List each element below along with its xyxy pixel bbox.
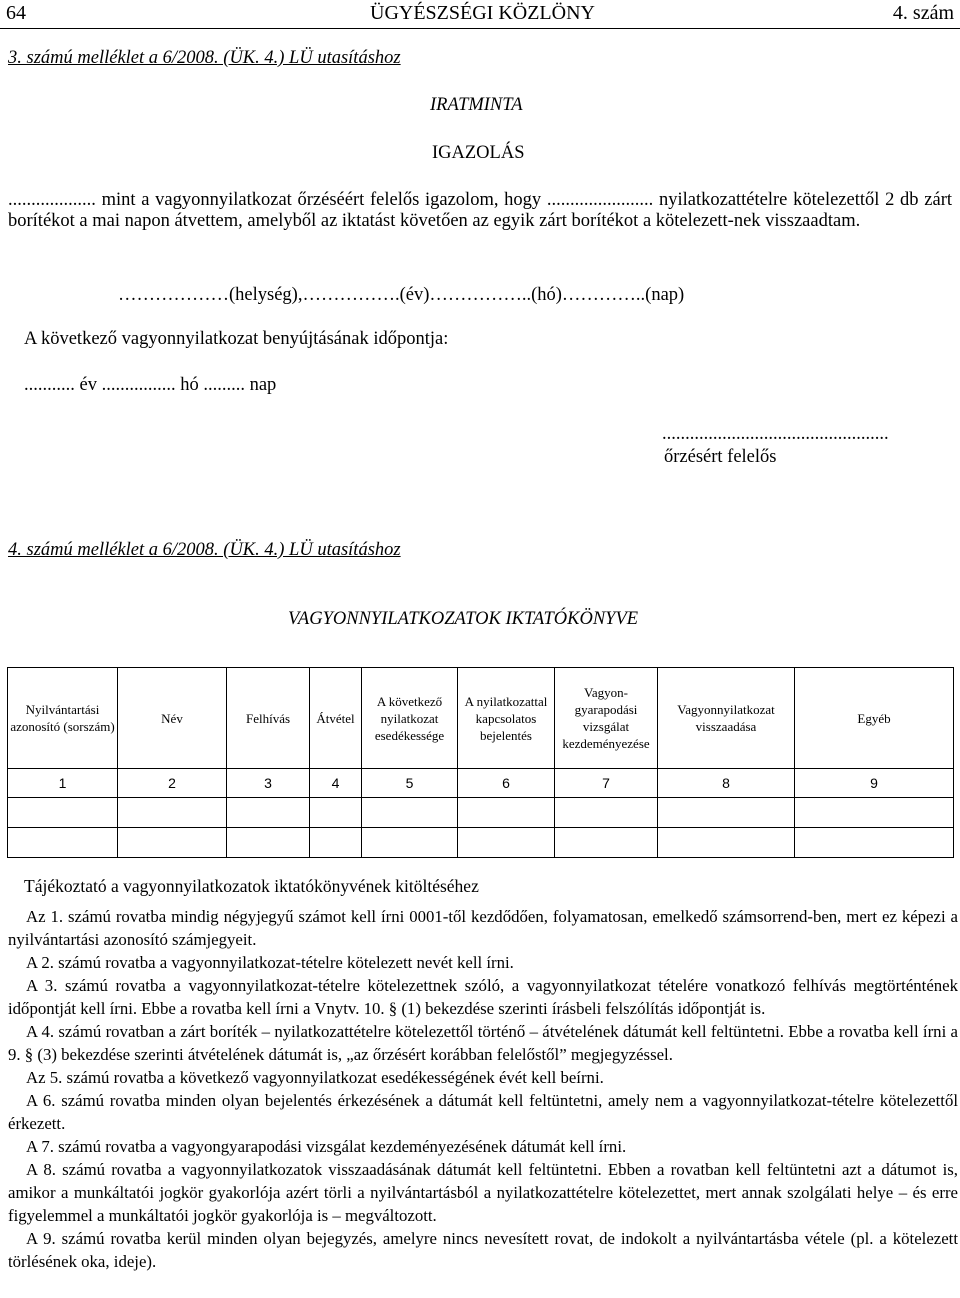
annex3-reference: 3. számú melléklet a 6/2008. (ÜK. 4.) LÜ utasításhoz bbox=[8, 48, 401, 68]
column-number: 8 bbox=[658, 769, 795, 798]
guide-paragraph: Az 5. számú rovatba a következő vagyonnyilatkozat esedékességének évét kell beírni. bbox=[26, 1068, 604, 1087]
column-number: 6 bbox=[458, 769, 555, 798]
page-number: 64 bbox=[6, 2, 26, 24]
guide-paragraph: A 6. számú rovatba minden olyan bejelentés érkezésének a dátumát kell feltüntetni, amely nem a vagyonnyilatkozat-tételre kötelezettől érkezett. bbox=[8, 1091, 958, 1133]
column-header: Név bbox=[118, 668, 227, 769]
guide-paragraph: A 3. számú rovatba a vagyonnyilatkozat-tételre kötelezettnek szóló, a vagyonnyilatkozat tételére vonatkozó felhívás megtörténtének időpontját kell írni. Ebbe a rovatba kell írni a Vnytv. 10. § (1) bekezdése szerinti írásbeli felszólítás időpontját is. bbox=[8, 976, 958, 1018]
column-header: A következő nyilatkozat esedékessége bbox=[362, 668, 458, 769]
signature-caption: őrzésért felelős bbox=[664, 447, 777, 467]
place-date-line: ………………(helység),…………….(év)……………..(hó)…………..(nap) bbox=[118, 285, 685, 305]
register-title: VAGYONNYILATKOZATOK IKTATÓKÖNYVE bbox=[288, 609, 639, 629]
table-cell bbox=[658, 798, 795, 828]
signature-line: ................................................. bbox=[662, 424, 889, 444]
header-rule bbox=[0, 28, 960, 29]
column-number-row bbox=[8, 769, 954, 798]
table-cell bbox=[227, 828, 310, 858]
journal-title: ÜGYÉSZSÉGI KÖZLÖNY bbox=[370, 2, 595, 24]
table-cell bbox=[555, 828, 658, 858]
column-header: Vagyonnyilatkozat visszaadása bbox=[658, 668, 795, 769]
table-cell bbox=[8, 828, 118, 858]
table-cell bbox=[310, 828, 362, 858]
column-number: 4 bbox=[310, 769, 362, 798]
guide-title: Tájékoztató a vagyonnyilatkozatok iktatókönyvének kitöltéséhez bbox=[24, 876, 479, 896]
next-filing-date-line: ........... év ................ hó ......... nap bbox=[24, 375, 277, 395]
guide-paragraph: A 4. számú rovatban a zárt boríték – nyilatkozattételre kötelezettől történő – átvételének dátumát kell feltüntetni. Ebbe a rovatba kell írni a 9. § (3) bekezdése szerinti átvételének dátumát is, „az őrzésért korábban felelőstől” megjegyzéssel. bbox=[8, 1022, 958, 1064]
column-number: 7 bbox=[555, 769, 658, 798]
register-table bbox=[7, 667, 954, 858]
form-label: IRATMINTA bbox=[430, 95, 523, 115]
column-number: 5 bbox=[362, 769, 458, 798]
guide-body bbox=[8, 905, 958, 1273]
table-cell bbox=[795, 798, 954, 828]
table-row bbox=[8, 798, 954, 828]
table-cell bbox=[795, 828, 954, 858]
column-header: Vagyon-gyarapodási vizsgálat kezdeményezése bbox=[555, 668, 658, 769]
table-row bbox=[8, 828, 954, 858]
guide-paragraph: Az 1. számú rovatba mindig négyjegyű számot kell írni 0001-től kezdődően, folyamatosan, emelkedő számsorrend-ben, mert ez képezi a nyilvántartási azonosító számjegyeit. bbox=[8, 907, 958, 949]
column-header: Nyilvántartási azonosító (sorszám) bbox=[8, 668, 118, 769]
table-cell bbox=[658, 828, 795, 858]
column-header: A nyilatkozattal kapcsolatos bejelentés bbox=[458, 668, 555, 769]
document-title: IGAZOLÁS bbox=[432, 143, 525, 163]
column-header: Felhívás bbox=[227, 668, 310, 769]
table-cell bbox=[118, 828, 227, 858]
table-cell bbox=[118, 798, 227, 828]
certificate-body: ................... mint a vagyonnyilatkozat őrzéséért felelős igazolom, hogy ....................... nyilatkozattételre kötelezettől 2 db zárt borítékot a mai napon átvettem, amelyből az iktatást követően az egyik zárt borítékot a kötelezett-nek visszaadtam. bbox=[8, 190, 952, 231]
column-header: Átvétel bbox=[310, 668, 362, 769]
column-header: Egyéb bbox=[795, 668, 954, 769]
table-cell bbox=[362, 828, 458, 858]
table-cell bbox=[555, 798, 658, 828]
guide-paragraph: A 9. számú rovatba kerül minden olyan bejegyzés, amelyre nincs nevesített rovat, de indokolt a nyilvántartásba vétele (pl. a kötelezett törlésének oka, ideje). bbox=[8, 1229, 958, 1271]
guide-paragraph: A 7. számú rovatba a vagyongyarapodási vizsgálat kezdeményezésének dátumát kell írni. bbox=[26, 1137, 627, 1156]
table-cell bbox=[310, 798, 362, 828]
column-number: 2 bbox=[118, 769, 227, 798]
register-header-row bbox=[8, 668, 954, 769]
table-cell bbox=[8, 798, 118, 828]
column-number: 9 bbox=[795, 769, 954, 798]
next-filing-label: A következő vagyonnyilatkozat benyújtásának időpontja: bbox=[24, 329, 449, 349]
column-number: 1 bbox=[8, 769, 118, 798]
table-cell bbox=[227, 798, 310, 828]
guide-paragraph: A 8. számú rovatba a vagyonnyilatkozatok visszaadásának dátumát kell feltüntetni. Ebben a rovatban kell feltüntetni azt a dátumot is, amikor a munkáltatói jogkör gyakorlója azért törli a nyilvántartásból a nyilatkozattételre kötelezettet, mert annak szolgálati helye – és erre figyelemmel a munkáltatói jogkör gyakorlója is – megváltozott. bbox=[8, 1160, 958, 1225]
table-cell bbox=[458, 828, 555, 858]
issue-label: 4. szám bbox=[892, 2, 954, 24]
column-number: 3 bbox=[227, 769, 310, 798]
annex4-reference: 4. számú melléklet a 6/2008. (ÜK. 4.) LÜ utasításhoz bbox=[8, 540, 401, 560]
guide-paragraph: A 2. számú rovatba a vagyonnyilatkozat-tételre kötelezett nevét kell írni. bbox=[26, 953, 514, 972]
table-cell bbox=[458, 798, 555, 828]
table-cell bbox=[362, 798, 458, 828]
